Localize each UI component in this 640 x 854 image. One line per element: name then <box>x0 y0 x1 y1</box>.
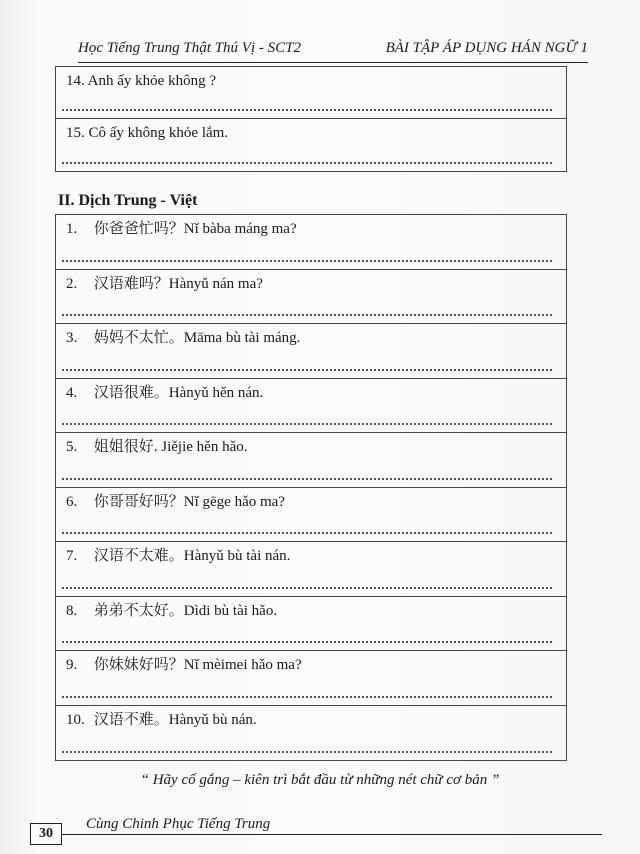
exercise-box-part1 <box>55 66 567 172</box>
answer-line <box>62 162 552 164</box>
answer-line <box>62 109 552 111</box>
answer-line <box>62 641 552 643</box>
exercise-prompt: 汉语很难。Hànyǔ hěn nán. <box>93 384 264 401</box>
item-number: 6. <box>66 493 78 510</box>
exercise-box-part2 <box>55 214 567 761</box>
header-section-title: BÀI TẬP ÁP DỤNG HÁN NGỮ 1 <box>385 40 588 56</box>
item-number: 2. <box>66 275 78 292</box>
answer-line <box>62 314 552 316</box>
page-number: 30 <box>30 823 62 845</box>
answer-line <box>62 423 552 425</box>
exercise-prompt: 汉语难吗？Hànyǔ nán ma? <box>93 275 263 292</box>
exercise-prompt: 汉语不太难。Hànyǔ bù tài nán. <box>93 548 291 564</box>
exercise-row <box>56 433 566 488</box>
page-header <box>78 40 588 63</box>
exercise-row <box>56 651 566 706</box>
item-number: 7. <box>66 548 78 564</box>
footer-title: Cùng Chinh Phục Tiếng Trung <box>86 816 271 832</box>
exercise-prompt: 你爸爸忙吗？Nǐ bàba máng ma? <box>93 221 297 237</box>
item-number: 8. <box>66 602 78 619</box>
footer-rule <box>60 834 602 835</box>
exercise-row <box>56 706 566 761</box>
motivational-quote: “ Hãy cố gắng – kiên trì bắt đầu từ những nét chữ cơ bản ” <box>140 772 500 788</box>
answer-line <box>62 532 552 534</box>
item-number: 3. <box>66 330 78 346</box>
section-title: II. Dịch Trung - Việt <box>58 192 198 209</box>
header-book-title: Học Tiếng Trung Thật Thú Vị - SCT2 <box>78 40 301 56</box>
exercise-prompt: 姐姐很好. Jiějie hěn hǎo. <box>93 439 248 455</box>
exercise-prompt: 弟弟不太好。Dìdi bù tài hǎo. <box>93 602 278 619</box>
exercise-prompt: 15. Cô ấy không khỏe lắm. <box>66 125 229 141</box>
item-number: 9. <box>66 657 78 673</box>
exercise-row <box>56 488 566 543</box>
item-number: 1. <box>66 221 78 237</box>
exercise-prompt: 你妹妹好吗？Nǐ mèimei hǎo ma? <box>93 657 302 673</box>
answer-line <box>62 751 552 753</box>
exercise-prompt: 妈妈不太忙。Māma bù tài máng. <box>93 330 301 346</box>
item-number: 10. <box>66 711 85 728</box>
exercise-row <box>56 215 566 270</box>
exercise-row <box>56 597 566 652</box>
answer-line <box>62 369 552 371</box>
answer-line <box>62 587 552 589</box>
answer-line <box>62 696 552 698</box>
exercise-row <box>56 379 566 434</box>
exercise-row <box>56 67 566 119</box>
exercise-row <box>56 542 566 597</box>
answer-line <box>62 260 552 262</box>
exercise-row <box>56 119 566 171</box>
answer-line <box>62 478 552 480</box>
exercise-prompt: 14. Anh ấy khỏe không ? <box>66 73 216 89</box>
exercise-prompt: 汉语不难。Hànyǔ bù nán. <box>93 711 257 728</box>
exercise-prompt: 你哥哥好吗？Nǐ gēge hǎo ma? <box>93 493 285 510</box>
exercise-row <box>56 270 566 325</box>
item-number: 4. <box>66 384 78 401</box>
exercise-row <box>56 324 566 379</box>
item-number: 5. <box>66 439 78 455</box>
